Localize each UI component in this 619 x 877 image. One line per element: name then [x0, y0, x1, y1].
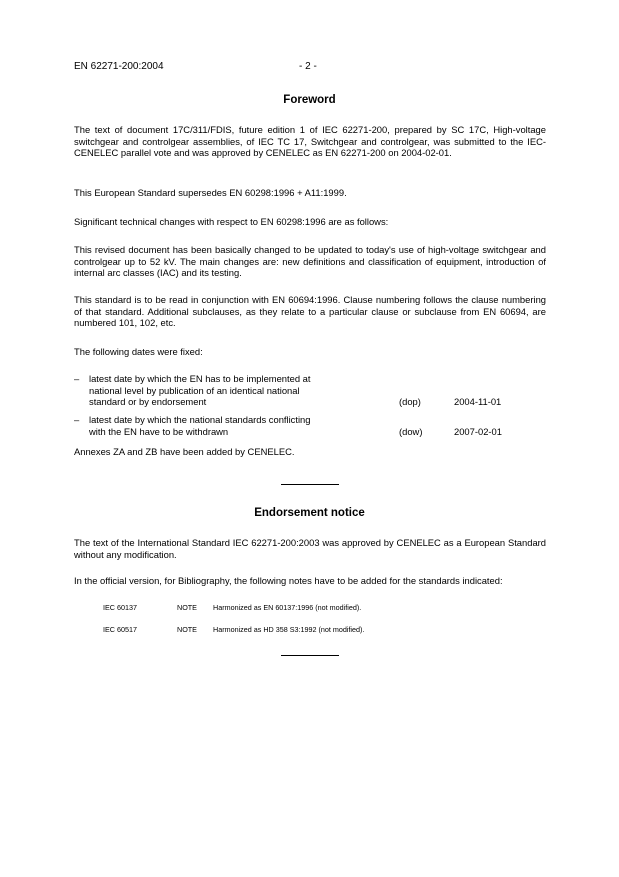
- endorsement-paragraph-bibliography: In the official version, for Bibliography, the following notes have to be added for the standards indicated:: [74, 575, 503, 586]
- note-label: NOTE: [177, 603, 197, 612]
- date-code-dop: (dop): [399, 396, 421, 407]
- endorsement-paragraph-approval: The text of the International Standard IEC 62271-200:2003 was approved by CENELEC as a European Standard without any modification.: [74, 537, 546, 560]
- foreword-paragraph-conjunction: This standard is to be read in conjunction with EN 60694:1996. Clause numbering follows the clause numbering of that standard. Additional subclauses, as they relate to a particular clause or subclause from EN 60694, are numbered 101, 102, etc.: [74, 294, 546, 328]
- note-label: NOTE: [177, 625, 197, 634]
- date-code-dow: (dow): [399, 426, 423, 437]
- foreword-paragraph-changes-intro: Significant technical changes with respect to EN 60298:1996 are as follows:: [74, 216, 389, 227]
- section-divider-end: [281, 655, 339, 656]
- foreword-paragraph-dates-intro: The following dates were fixed:: [74, 346, 203, 357]
- section-divider: [281, 484, 339, 485]
- date-item-text: latest date by which the EN has to be implemented at national level by publication of an identical national standard or by endorsement: [89, 373, 311, 407]
- foreword-paragraph-intro: The text of document 17C/311/FDIS, future edition 1 of IEC 62271-200, prepared by SC 17C, High-voltage switchgear and controlgear assemblies, of IEC TC 17, Switchgear and controlgear, was submitted to the IEC-CENELEC parallel vote and was approved by CENELEC as EN 62271-200 on 2004-02-01.: [74, 124, 546, 158]
- foreword-title: Foreword: [283, 94, 336, 106]
- foreword-paragraph-changes: This revised document has been basically changed to be updated to today's use of high-voltage switchgear and controlgear up to 52 kV. The main changes are: new definitions and classification of equipment, introduction of internal arc classes (IAC) and its testing.: [74, 244, 546, 278]
- date-value-dow: 2007-02-01: [454, 426, 502, 437]
- foreword-annexes: Annexes ZA and ZB have been added by CENELEC.: [74, 446, 295, 457]
- note-standard: IEC 60517: [103, 625, 137, 634]
- page-number: - 2 -: [299, 61, 317, 72]
- dash-bullet: –: [74, 414, 80, 425]
- note-standard: IEC 60137: [103, 603, 137, 612]
- document-id: EN 62271-200:2004: [74, 61, 164, 72]
- date-value-dop: 2004-11-01: [454, 396, 502, 407]
- date-item-text: latest date by which the national standards conflicting with the EN have to be withdrawn: [89, 414, 311, 437]
- endorsement-title: Endorsement notice: [254, 507, 365, 519]
- foreword-paragraph-supersedes: This European Standard supersedes EN 60298:1996 + A11:1999.: [74, 187, 347, 198]
- note-text: Harmonized as EN 60137:1996 (not modified).: [213, 603, 362, 612]
- dash-bullet: –: [74, 373, 80, 384]
- note-text: Harmonized as HD 358 S3:1992 (not modified).: [213, 625, 365, 634]
